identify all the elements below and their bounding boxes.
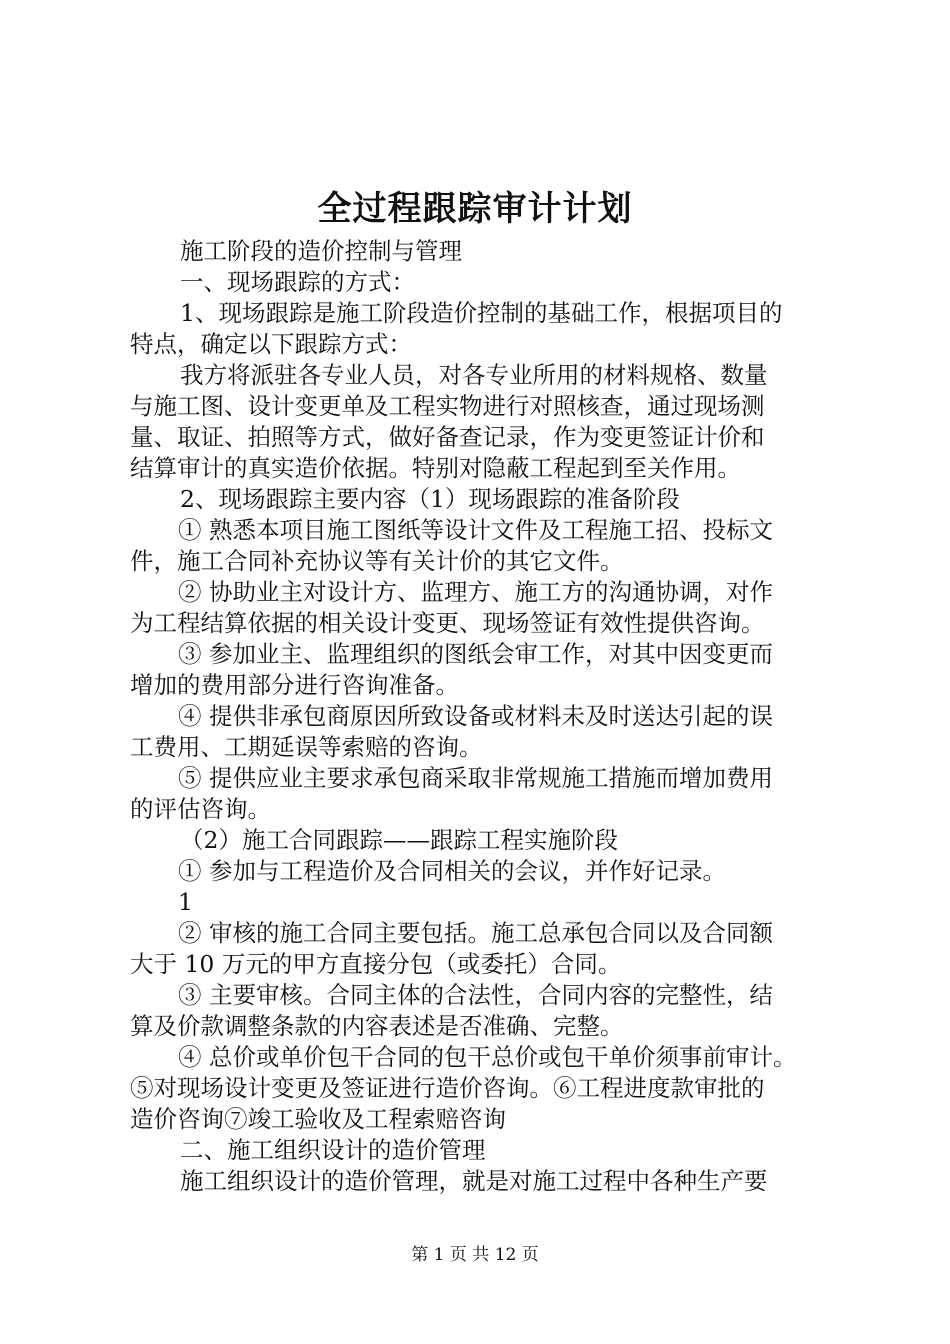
paragraph-line: ② 协助业主对设计方、监理方、施工方的沟通协调，对作 [178,578,773,606]
document-title: 全过程跟踪审计计划 [317,189,633,229]
paragraph-line: 件，施工合同补充协议等有关计价的其它文件。 [130,547,624,575]
paragraph-line: 的评估咨询。 [130,795,271,823]
paragraph-line: （2）施工合同跟踪——跟踪工程实施阶段 [180,826,618,854]
page-number-marker: 1 [178,888,193,916]
paragraph-line: ⑤对现场设计变更及签证进行造价咨询。⑥工程进度款审批的 [130,1074,765,1102]
paragraph-line: 造价咨询⑦竣工验收及工程索赔咨询 [130,1105,506,1133]
paragraph-line: ① 参加与工程造价及合同相关的会议，并作好记录。 [178,857,726,885]
paragraph-line: ① 熟悉本项目施工图纸等设计文件及工程施工招、投标文 [178,516,773,544]
paragraph-line: 与施工图、设计变更单及工程实物进行对照核查，通过现场测 [130,392,765,420]
paragraph-line: ⑤ 提供应业主要求承包商采取非常规施工措施而增加费用 [178,764,773,792]
paragraph-line: 结算审计的真实造价依据。特别对隐蔽工程起到至关作用。 [130,454,741,482]
paragraph-line: 一、现场跟踪的方式： [180,268,415,296]
paragraph-line: ③ 参加业主、监理组织的图纸会审工作，对其中因变更而 [178,640,773,668]
paragraph-line: 量、取证、拍照等方式，做好备查记录，作为变更签证计价和 [130,423,765,451]
paragraph-line: ④ 总价或单价包干合同的包干总价或包干单价须事前审计。 [178,1043,797,1071]
paragraph-line: 为工程结算依据的相关设计变更、现场签证有效性提供咨询。 [130,609,765,637]
document-body [130,236,842,1197]
paragraph-line: 工费用、工期延误等索赔的咨询。 [130,733,483,761]
paragraph-line: 施工组织设计的造价管理，就是对施工过程中各种生产要 [180,1167,768,1195]
paragraph-line: 特点，确定以下跟踪方式： [130,330,412,358]
paragraph-line: 二、施工组织设计的造价管理 [180,1136,486,1164]
paragraph-line: 2、现场跟踪主要内容（1）现场跟踪的准备阶段 [180,485,680,513]
page-footer: 第 1 页 共 12 页 [411,1245,539,1265]
paragraph-line: 大于 10 万元的甲方直接分包（或委托）合同。 [130,950,622,978]
paragraph-line: ③ 主要审核。合同主体的合法性，合同内容的完整性，结 [178,981,773,1009]
paragraph-line: ④ 提供非承包商原因所致设备或材料未及时送达引起的误 [178,702,773,730]
paragraph-line: 增加的费用部分进行咨询准备。 [130,671,459,699]
paragraph-line: 施工阶段的造价控制与管理 [180,237,462,265]
paragraph-line: 1、现场跟踪是施工阶段造价控制的基础工作，根据项目的 [180,299,783,327]
paragraph-line: 我方将派驻各专业人员，对各专业所用的材料规格、数量 [180,361,768,389]
paragraph-line: ② 审核的施工合同主要包括。施工总承包合同以及合同额 [178,919,773,947]
paragraph-line: 算及价款调整条款的内容表述是否准确、完整。 [130,1012,624,1040]
